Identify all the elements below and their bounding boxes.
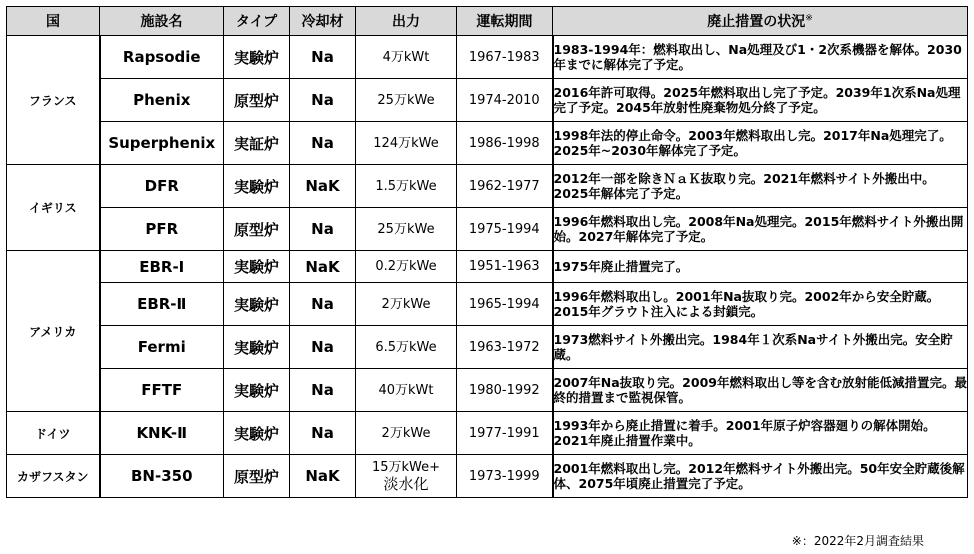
header-type: タイプ — [224, 7, 290, 36]
reactor-type: 実証炉 — [224, 122, 290, 165]
reactor-type: 実験炉 — [224, 165, 290, 208]
output: 2万kWe — [356, 412, 457, 455]
header-row — [7, 7, 968, 36]
reactor-decommissioning-table — [6, 6, 968, 498]
header-country: 国 — [7, 7, 100, 36]
reactor-type: 実験炉 — [224, 326, 290, 369]
decommission-status: 1983-1994年：燃料取出し、Na処理及び1・2次系機器を解体。2030年までに解体完了予定。 — [553, 36, 968, 79]
output: 0.2万kWe — [356, 251, 457, 283]
output: 6.5万kWe — [356, 326, 457, 369]
operation-period: 1986-1998 — [457, 122, 553, 165]
operation-period: 1963-1972 — [457, 326, 553, 369]
facility-name: Fermi — [100, 326, 224, 369]
header-period: 運転期間 — [457, 7, 553, 36]
decommission-status: 1996年燃料取出し完。2008年Na処理完。2015年燃料サイト外搬出開始。2027年解体完了予定。 — [553, 208, 968, 251]
table-row — [7, 369, 968, 412]
country-uk: イギリス — [7, 165, 100, 251]
decommission-status: 2012年一部を除きＮａＫ抜取り完。2021年燃料サイト外搬出中。2025年解体完了予定。 — [553, 165, 968, 208]
coolant: NaK — [290, 455, 356, 498]
reactor-type: 実験炉 — [224, 283, 290, 326]
decommission-status: 2016年許可取得。2025年燃料取出し完了予定。2039年1次系Na処理完了予定。2045年放射性廃棄物処分終了予定。 — [553, 79, 968, 122]
output: 40万kWt — [356, 369, 457, 412]
table-row — [7, 251, 968, 283]
decommission-status: 1998年法的停止命令。2003年燃料取出し完。2017年Na処理完了。2025年~2030年解体完了予定。 — [553, 122, 968, 165]
operation-period: 1951-1963 — [457, 251, 553, 283]
coolant: Na — [290, 326, 356, 369]
coolant: Na — [290, 412, 356, 455]
operation-period: 1973-1999 — [457, 455, 553, 498]
operation-period: 1975-1994 — [457, 208, 553, 251]
facility-name: KNK-Ⅱ — [100, 412, 224, 455]
header-facility: 施設名 — [100, 7, 224, 36]
reactor-type: 実験炉 — [224, 36, 290, 79]
operation-period: 1962-1977 — [457, 165, 553, 208]
header-coolant: 冷却材 — [290, 7, 356, 36]
facility-name: Phenix — [100, 79, 224, 122]
operation-period: 1967-1983 — [457, 36, 553, 79]
decommission-status: 2001年燃料取出し完。2012年燃料サイト外搬出完。50年安全貯蔵後解体、2075年頃廃止措置完了予定。 — [553, 455, 968, 498]
header-status-label: 廃止措置の状況 — [707, 14, 806, 30]
operation-period: 1965-1994 — [457, 283, 553, 326]
survey-footnote: ※：2022年2月調査結果 — [791, 534, 924, 548]
facility-name: EBR-Ⅰ — [100, 251, 224, 283]
facility-name: FFTF — [100, 369, 224, 412]
output — [356, 455, 457, 498]
output-line-1: 15万kWe+ — [371, 460, 441, 475]
reactor-type: 原型炉 — [224, 455, 290, 498]
table-row — [7, 455, 968, 498]
facility-name: BN-350 — [100, 455, 224, 498]
output: 25万kWe — [356, 208, 457, 251]
table-row — [7, 79, 968, 122]
output: 124万kWe — [356, 122, 457, 165]
operation-period: 1977-1991 — [457, 412, 553, 455]
country-kazakhstan: カザフスタン — [7, 455, 100, 498]
coolant: NaK — [290, 165, 356, 208]
table-row — [7, 36, 968, 79]
country-usa: アメリカ — [7, 251, 100, 412]
header-status-mark: ※ — [805, 13, 813, 24]
header-output: 出力 — [356, 7, 457, 36]
table-row — [7, 326, 968, 369]
coolant: Na — [290, 36, 356, 79]
country-germany: ドイツ — [7, 412, 100, 455]
table-row — [7, 412, 968, 455]
table-row — [7, 165, 968, 208]
facility-name: Rapsodie — [100, 36, 224, 79]
reactor-type: 原型炉 — [224, 79, 290, 122]
coolant: Na — [290, 79, 356, 122]
facility-name: PFR — [100, 208, 224, 251]
reactor-type: 原型炉 — [224, 208, 290, 251]
facility-name: DFR — [100, 165, 224, 208]
output: 2万kWe — [356, 283, 457, 326]
header-status — [553, 7, 968, 36]
coolant: Na — [290, 208, 356, 251]
coolant: NaK — [290, 251, 356, 283]
table-row — [7, 122, 968, 165]
reactor-type: 実験炉 — [224, 369, 290, 412]
decommission-status: 1993年から廃止措置に着手。2001年原子炉容器廻りの解体開始。2021年廃止措置作業中。 — [553, 412, 968, 455]
reactor-type: 実験炉 — [224, 251, 290, 283]
table-row — [7, 283, 968, 326]
decommission-status: 1996年燃料取出し。2001年Na抜取り完。2002年から安全貯蔵。2015年グラウト注入による封鎖完。 — [553, 283, 968, 326]
operation-period: 1980-1992 — [457, 369, 553, 412]
facility-name: EBR-Ⅱ — [100, 283, 224, 326]
coolant: Na — [290, 122, 356, 165]
decommission-status: 1975年廃止措置完了。 — [553, 251, 968, 283]
coolant: Na — [290, 283, 356, 326]
decommission-status: 1973燃料サイト外搬出完。1984年１次系Naサイト外搬出完。安全貯蔵。 — [553, 326, 968, 369]
country-france: フランス — [7, 36, 100, 165]
output-line-2: 淡水化 — [383, 475, 429, 493]
coolant: Na — [290, 369, 356, 412]
output: 4万kWt — [356, 36, 457, 79]
operation-period: 1974-2010 — [457, 79, 553, 122]
facility-name: Superphenix — [100, 122, 224, 165]
decommission-status: 2007年Na抜取り完。2009年燃料取出し等を含む放射能低減措置完。最終的措置まで監視保管。 — [553, 369, 968, 412]
reactor-type: 実験炉 — [224, 412, 290, 455]
table-row — [7, 208, 968, 251]
output: 25万kWe — [356, 79, 457, 122]
output: 1.5万kWe — [356, 165, 457, 208]
